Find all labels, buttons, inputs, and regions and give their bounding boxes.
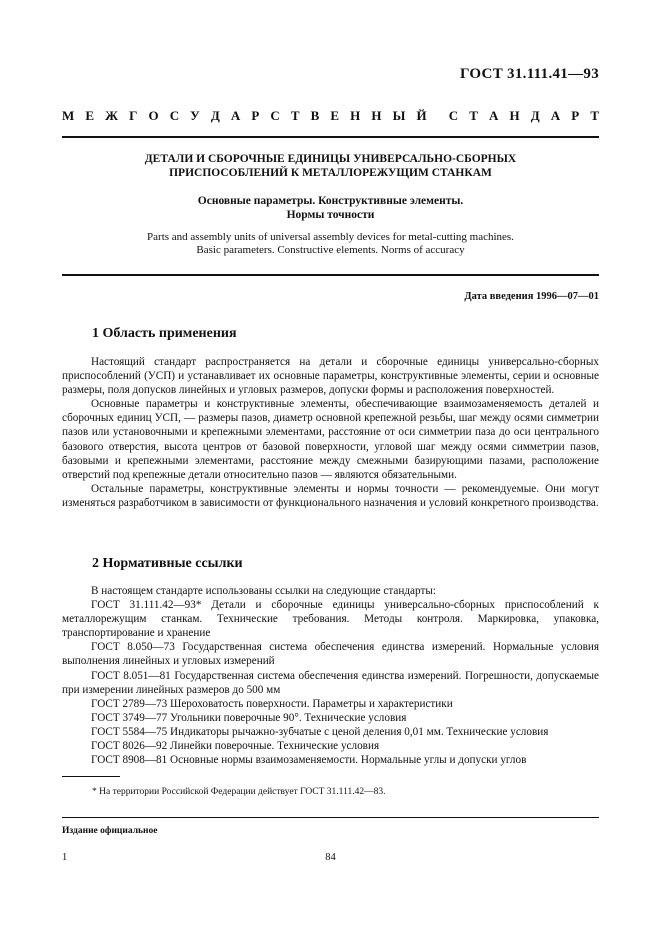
interstate-letter: Н bbox=[509, 108, 520, 123]
title-line-2: ПРИСПОСОБЛЕНИЙ К МЕТАЛЛОРЕЖУЩИМ СТАНКАМ bbox=[169, 167, 492, 179]
interstate-letter: Ж bbox=[105, 108, 118, 123]
date-of-introduction: Дата введения 1996—07—01 bbox=[464, 291, 599, 302]
interstate-letter: Е bbox=[85, 108, 95, 123]
english-title-line-1: Parts and assembly units of universal assembly devices for metal-cutting machines. bbox=[147, 231, 514, 243]
section-2-intro: В настоящем стандарте использованы ссылки на следующие стандарты: bbox=[91, 585, 436, 597]
section-1-paragraph: Настоящий стандарт распространяется на детали и сборочные единицы универсально-сборных приспособлений (УСП) и устанавливает их основные параметры, конструктивные элементы, серии и основные размеры, поля допусков линейных и угловых размеров, допуски формы и расположения поверхностей. bbox=[62, 356, 599, 397]
interstate-standard-heading bbox=[62, 108, 599, 124]
document-title bbox=[62, 152, 599, 180]
interstate-letter: Р bbox=[251, 108, 260, 123]
interstate-letter: Т bbox=[590, 108, 599, 123]
interstate-letter: Т bbox=[290, 108, 300, 123]
left-number: 1 bbox=[62, 852, 68, 863]
interstate-letter: Д bbox=[530, 108, 540, 123]
interstate-letter: Н bbox=[350, 108, 361, 123]
interstate-letter: Р bbox=[571, 108, 580, 123]
interstate-letter: А bbox=[230, 108, 241, 123]
official-divider bbox=[62, 817, 599, 818]
section-1-body bbox=[62, 355, 599, 510]
interstate-letter: Т bbox=[469, 108, 478, 123]
reference-item: ГОСТ 8026—92 Линейки поверочные. Технические условия bbox=[91, 740, 380, 753]
document-subtitle bbox=[62, 194, 599, 222]
title-divider bbox=[62, 274, 599, 276]
interstate-letter: Г bbox=[129, 108, 138, 123]
interstate-letter: Е bbox=[330, 108, 340, 123]
interstate-letter: Д bbox=[210, 108, 220, 123]
reference-item: ГОСТ 8.051—81 Государственная система обеспечения единства измерений. Погрешности, допускаемые при измерении линейных размеров до 500 мм bbox=[62, 669, 599, 696]
footnote-divider bbox=[62, 776, 120, 777]
interstate-letter: С bbox=[448, 108, 459, 123]
title-line-1: ДЕТАЛИ И СБОРОЧНЫЕ ЕДИНИЦЫ УНИВЕРСАЛЬНО-СБОРНЫХ bbox=[144, 153, 517, 165]
section-1-paragraph: Основные параметры и конструктивные элементы, обеспечивающие взаимозаменяемость деталей и сборочных единиц УСП, — размеры пазов, диаметр основной крепежной резьбы, шаг между осями симметрии пазов или установочными и крепежными элементами, расстояние от оси симметрии паза до оси центрального базового отверстия, высота центров от базовой поверхности, угловой шаг между осями симметрии пазов, базовыми и крепежными элементами, расстояние между смежными базирующими пазами, расположение отверстий под крепежные детали относительно пазов — являются обязательными. bbox=[62, 398, 599, 481]
interstate-letter: Н bbox=[371, 108, 382, 123]
page-number: 84 bbox=[325, 852, 336, 863]
footnote: * На территории Российской Федерации действует ГОСТ 31.111.42—83. bbox=[92, 787, 386, 797]
reference-item: ГОСТ 8.050—73 Государственная система обеспечения единства измерений. Нормальные условия выполнения линейных и угловых измерений bbox=[62, 641, 599, 668]
interstate-letter: С bbox=[169, 108, 180, 123]
section-1-paragraph: Остальные параметры, конструктивные элементы и нормы точности — рекомендуемые. Они могут изменяться разработчиком в зависимости от функционального назначения и условий конкретного производства. bbox=[62, 482, 599, 509]
english-title-line-2: Basic parameters. Constructive elements. Norms of accuracy bbox=[196, 244, 465, 256]
section-1-heading: 1 Область применения bbox=[92, 326, 237, 341]
top-divider bbox=[62, 136, 599, 138]
interstate-letter: Ы bbox=[392, 108, 406, 123]
reference-item: ГОСТ 2789—73 Шероховатость поверхности. Параметры и характеристики bbox=[91, 697, 453, 710]
official-edition-label: Издание официальное bbox=[62, 826, 158, 836]
interstate-letter: Й bbox=[416, 108, 427, 123]
reference-item: ГОСТ 31.111.42—93* Детали и сборочные единицы универсально-сборных приспособлений к металлорежущим станкам. Технические требования. Методы контроля. Маркировка, упаковка, транспортирование и хранение bbox=[62, 599, 599, 640]
reference-item: ГОСТ 8908—81 Основные нормы взаимозаменяемости. Нормальные углы и допуски углов bbox=[91, 754, 527, 767]
interstate-letter: А bbox=[489, 108, 499, 123]
subtitle-line-1: Основные параметры. Конструктивные элементы. bbox=[197, 195, 464, 207]
interstate-letter: А bbox=[550, 108, 561, 123]
interstate-letter: М bbox=[62, 108, 75, 123]
section-2-heading: 2 Нормативные ссылки bbox=[92, 556, 243, 571]
gost-number: ГОСТ 31.111.41—93 bbox=[459, 66, 599, 82]
interstate-letter: В bbox=[310, 108, 320, 123]
interstate-letter: О bbox=[148, 108, 159, 123]
interstate-letter: С bbox=[270, 108, 280, 123]
english-title bbox=[62, 231, 599, 257]
reference-item: ГОСТ 3749—77 Угольники поверочные 90°. Технические условия bbox=[91, 711, 407, 724]
section-2-body bbox=[62, 584, 599, 767]
interstate-letter: У bbox=[190, 108, 200, 123]
reference-item: ГОСТ 5584—75 Индикаторы рычажно-зубчатые с ценой деления 0,01 мм. Технические условия bbox=[91, 725, 549, 738]
subtitle-line-2: Нормы точности bbox=[286, 209, 375, 221]
